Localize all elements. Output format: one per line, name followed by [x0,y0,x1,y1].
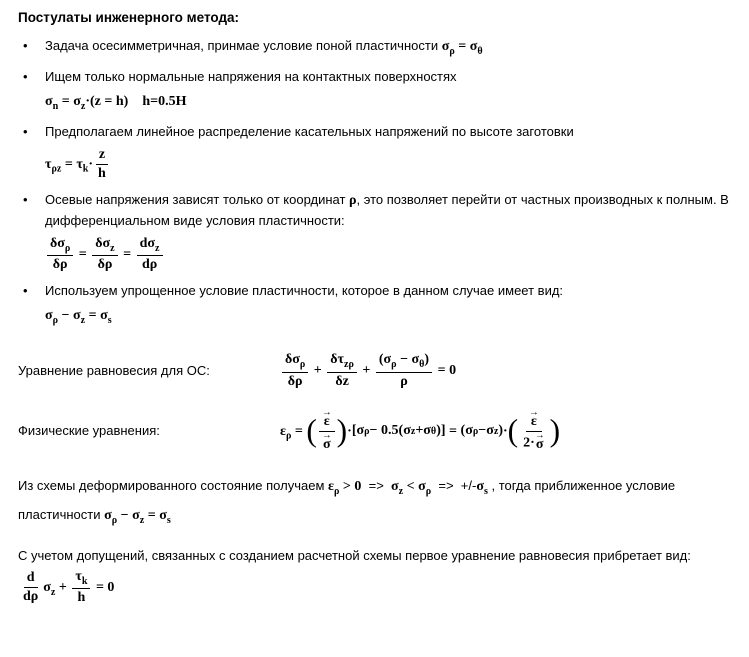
bullet-text: Ищем только нормальные напряжения на контактных поверхностях [45,68,457,84]
bullet-axial-stresses [18,190,733,273]
bullet-text: Используем упрощенное условие пластичности, которое в данном случае имеет вид: [45,282,564,298]
equilibrium-equation-row [18,352,733,389]
physical-equation-formula: $\varepsilon_\rho$ = ( → ε → σ ) · [ σ ρ − 0.5 ( σ z + σ θ ) ] = ( σ ρ − σ z ) · ( → ε 2· → σ ) [280,406,561,453]
bullet-linear-shear-distribution [18,122,733,182]
formula-tau-rho-z: $\tau_{\rho z} = \tau_k\cdot$ $\frac{z}{h}$ [45,147,733,182]
equilibrium-equation-label: Уравнение равновесия для ОС: [18,363,210,379]
paragraph-text: , тогда приближенное условие пластичности [18,477,676,522]
physical-equation-row [18,406,733,453]
formula-derivatives: $\frac{\delta\sigma_\rho}{\delta\rho}$ = $\frac{\delta\sigma_z}{\delta\rho}$ = $\frac{d\sigma_z}{d\rho}$ [45,236,733,273]
bullet-axisymmetric [18,36,733,59]
formula-sigma-inequality: $\sigma_z < \sigma_\rho$ [391,478,432,497]
bullet-text: , это позволяет перейти от частных производных к полным. В дифференциальном виде условия пластичности: [45,192,729,228]
formula-full-plasticity: $\sigma_\rho = \sigma_\theta$ [441,39,483,57]
formula-plasticity-condition: $\sigma_\rho - \sigma_z = \sigma_s$ [45,308,112,327]
formula-sigma-n: $\sigma_n = \sigma_z\cdot(z = h)$ h=0.5H [45,94,187,113]
formula-eps-positive: $\varepsilon_\rho > 0$ [328,478,362,497]
deformation-scheme-paragraph [18,473,733,531]
bullet-text: Осевые напряжения зависят только от координат [45,192,350,207]
inline-rho-symbol: ρ [349,193,357,208]
paragraph-text: => [361,477,392,493]
paragraph-text: С учетом допущений, связанных с созданием расчетной схемы первое уравнение равновесия прибретает вид: [18,547,691,563]
bullet-text: Задача осесимметричная, принмае условие поной пластичности [45,38,442,53]
equilibrium-equation-formula: $\frac{\delta\sigma_\rho}{\delta\rho}$ + $\frac{\delta\tau_{z\rho}}{\delta z}$ + $\frac{(\sigma_\rho - \sigma_\theta)}{\rho}$ = 0 [280,352,456,389]
physical-equation-label: Физические уравнения: [18,423,160,439]
bullet-normal-stresses [18,67,733,114]
paragraph-text: Из схемы деформированного состояние получаем [18,477,328,493]
postulates-list [18,36,733,328]
assumptions-paragraph [18,543,733,606]
paragraph-text: => +/- [431,477,477,493]
bullet-text: Предполагаем линейное распределение касательных напряжений по высоте заготовки [45,124,574,140]
bullet-simplified-plasticity [18,281,733,328]
formula-sigma-s: $\sigma_s$ [476,478,488,497]
formula-approx-plasticity: $\sigma_\rho - \sigma_z = \sigma_s$ [104,507,171,526]
equations-section [18,352,733,453]
page-title: Постулаты инженерного метода: [18,10,240,25]
formula-first-equilibrium: $\frac{d}{d\rho}$ $\sigma_z$ + $\frac{\tau_k}{h}$ = 0 [23,568,115,606]
